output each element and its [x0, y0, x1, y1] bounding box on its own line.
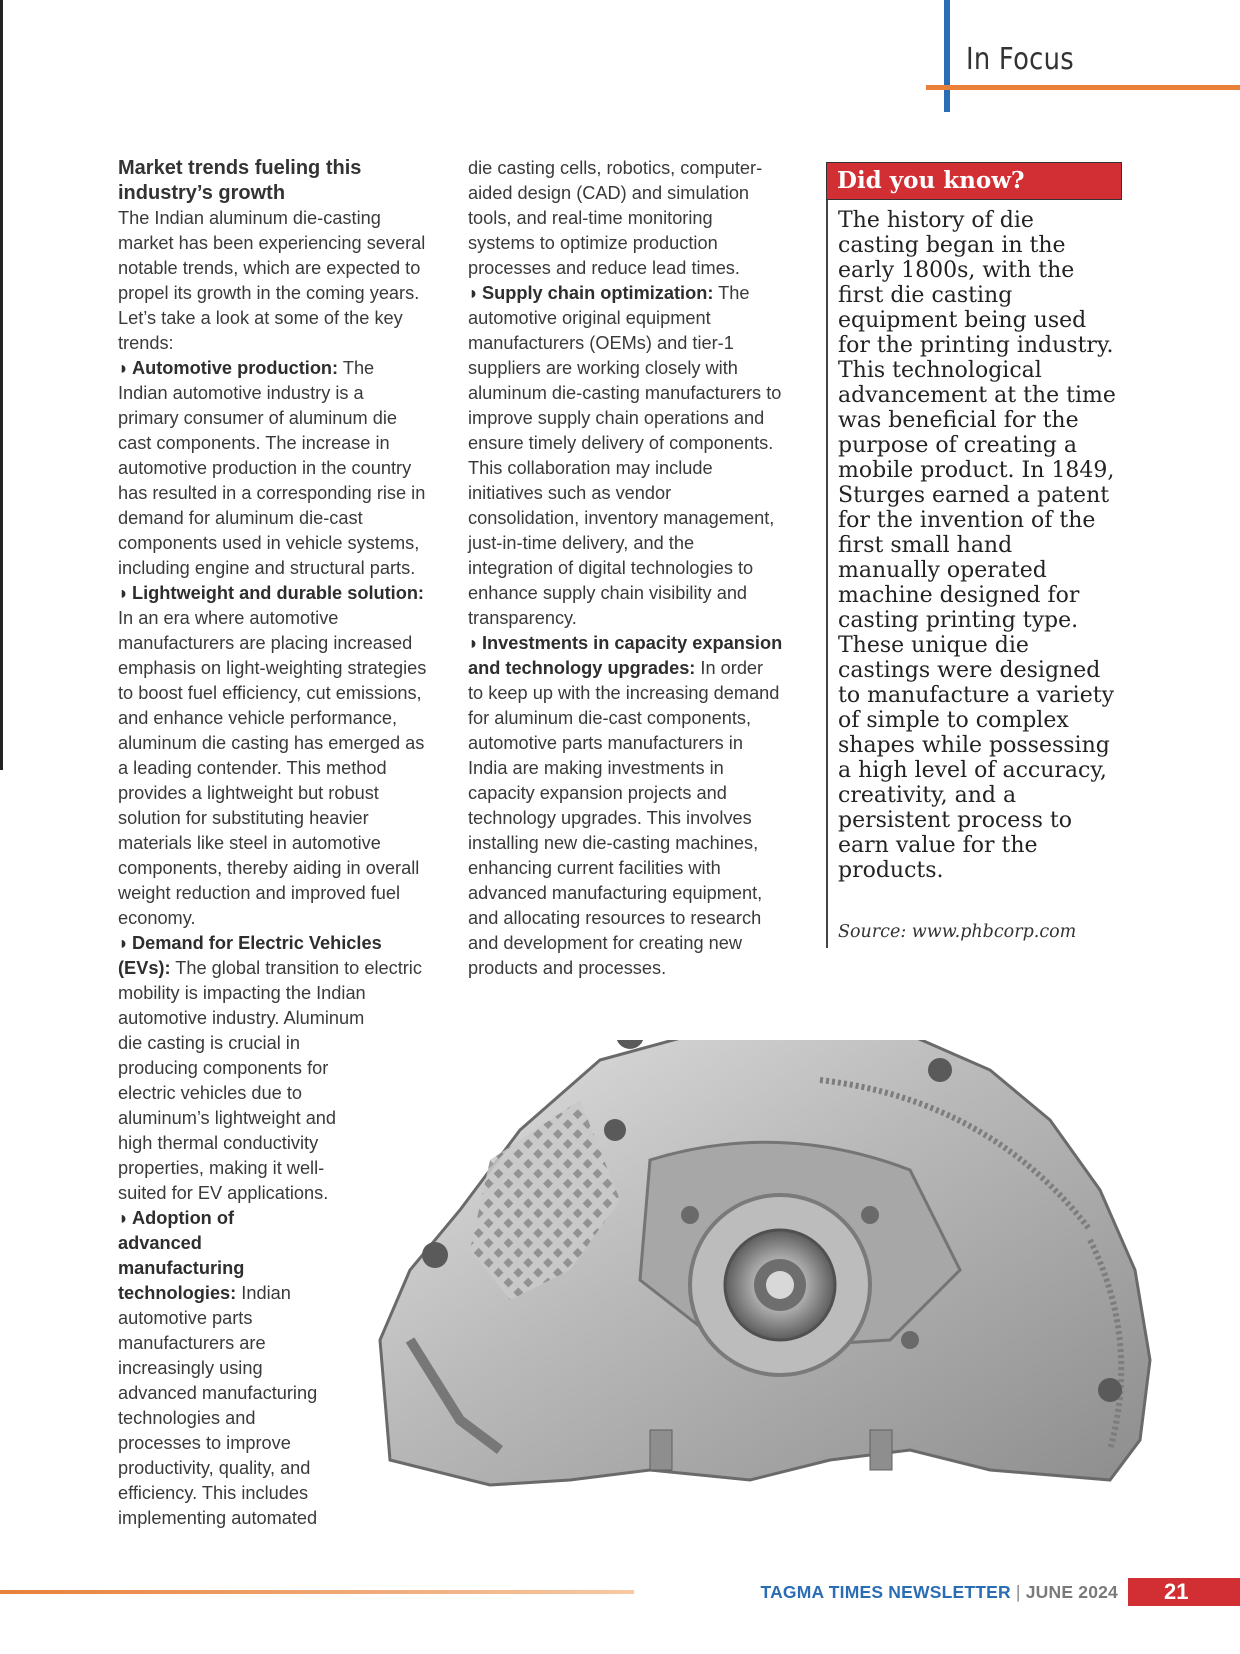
- article-intro: The Indian aluminum die-casting market has been experiencing several notable trends, which are expected to propel its growth in the coming years. Let’s take a look at some of the key trends:: [118, 208, 426, 353]
- left-edge-rule: [0, 0, 3, 770]
- bullet-title: Demand for Electric Vehicles (EVs):: [118, 933, 382, 978]
- bullet-title: Lightweight and durable solution:: [132, 583, 424, 603]
- bullet-text: In an era where automotive manufacturers are placing increased emphasis on light-weighting strategies to boost fuel efficiency, cut emissions, and enhance vehicle performance, aluminum die casting has emerged as a leading contender. This method provides a lightweight but robust solution for substituting heavier materials like steel in automotive components, thereby aiding in overall weight reduction and improved fuel economy.: [118, 608, 427, 928]
- article-column-2: [468, 156, 783, 981]
- article-heading: Market trends fueling this industry’s growth: [118, 157, 362, 204]
- bullet-text: In order to keep up with the increasing demand for aluminum die-cast components, automotive parts manufacturers in India are making investments in capacity expansion projects and technology upgrades. This involves installing new die-casting machines, enhancing current facilities with advanced manufacturing equipment, and allocating resources to research and development for creating new products and processes.: [468, 658, 780, 978]
- bullet-title: Automotive production:: [132, 358, 339, 378]
- footer-rule: [0, 1590, 634, 1594]
- die-cast-housing-photo: [350, 1040, 1200, 1540]
- bullet-text: The automotive original equipment manufacturers (OEMs) and tier-1 suppliers are working closely with aluminum die-casting manufacturers to improve supply chain operations and ensure timely delivery of components. This collaboration may include initiatives such as vendor consolidation, inventory management, just-in-time delivery, and the integration of digital technologies to enhance supply chain visibility and transparency.: [468, 283, 782, 628]
- bullet-title: Supply chain optimization:: [482, 283, 714, 303]
- bullet-title: Investments in capacity expansion and technology upgrades:: [468, 633, 783, 678]
- bullet-capacity-investments: [468, 631, 783, 981]
- bullet-advanced-manufacturing: [118, 1206, 318, 1531]
- did-you-know-source: Source: www.phbcorp.com: [838, 922, 1077, 942]
- header-horizontal-bar: [926, 85, 1240, 90]
- publication-name: TAGMA TIMES NEWSLETTER: [760, 1582, 1011, 1602]
- bullet-icon: ◗: [118, 583, 129, 603]
- bullet-icon: ◗: [118, 933, 129, 953]
- bullet-supply-chain: [468, 281, 783, 631]
- bullet-text: The global transition to electric mobility is impacting the Indian automotive industry. Aluminum: [118, 958, 422, 1028]
- bullet-lightweight-solution: [118, 581, 428, 931]
- footer-separator: |: [1010, 1582, 1026, 1602]
- header-vertical-bar: [944, 0, 950, 112]
- footer-publication: [760, 1582, 1118, 1603]
- bullet-icon: ◗: [118, 358, 129, 378]
- bullet-text-continued: die casting is crucial in producing components for electric vehicles due to aluminum’s lightweight and high thermal conductivity properties, making it well-suited for EV applications.: [118, 1033, 337, 1203]
- bullet-title: Adoption of advanced manufacturing technologies:: [118, 1208, 245, 1303]
- bullet-icon: ◗: [468, 283, 479, 303]
- did-you-know-header: [826, 162, 1122, 200]
- section-label: In Focus: [966, 42, 1074, 77]
- bullet-text: Indian automotive parts manufacturers are increasingly using advanced manufacturing technologies and processes to improve productivity, quality, and efficiency. This includes implementing automated: [118, 1283, 318, 1528]
- did-you-know-body: The history of die casting began in the early 1800s, with the first die casting equipment being used for the printing industry. This technological advancement at the time was beneficial for the purpose of creating a mobile product. In 1849, Sturges earned a patent for the invention of the first small hand manually operated machine designed for casting printing type. These unique die castings were designed to manufacture a variety of simple to complex shapes while possessing a high level of accuracy, creativity, and a persistent process to earn value for the products.: [838, 208, 1116, 883]
- column-continuation: die casting cells, robotics, computer-aided design (CAD) and simulation tools, and real-time monitoring systems to optimize production processes and reduce lead times.: [468, 158, 763, 278]
- bullet-icon: ◗: [118, 1208, 129, 1228]
- publication-date: JUNE 2024: [1025, 1582, 1118, 1602]
- bullet-icon: ◗: [468, 633, 479, 653]
- bullet-text: The Indian automotive industry is a primary consumer of aluminum die cast components. The increase in automotive production in the country has resulted in a corresponding rise in demand for aluminum die-cast components used in vehicle systems, including engine and structural parts.: [118, 358, 426, 578]
- did-you-know-title: Did you know?: [837, 167, 1025, 194]
- bullet-automotive-production: [118, 356, 428, 581]
- page-number: 21: [1128, 1578, 1240, 1606]
